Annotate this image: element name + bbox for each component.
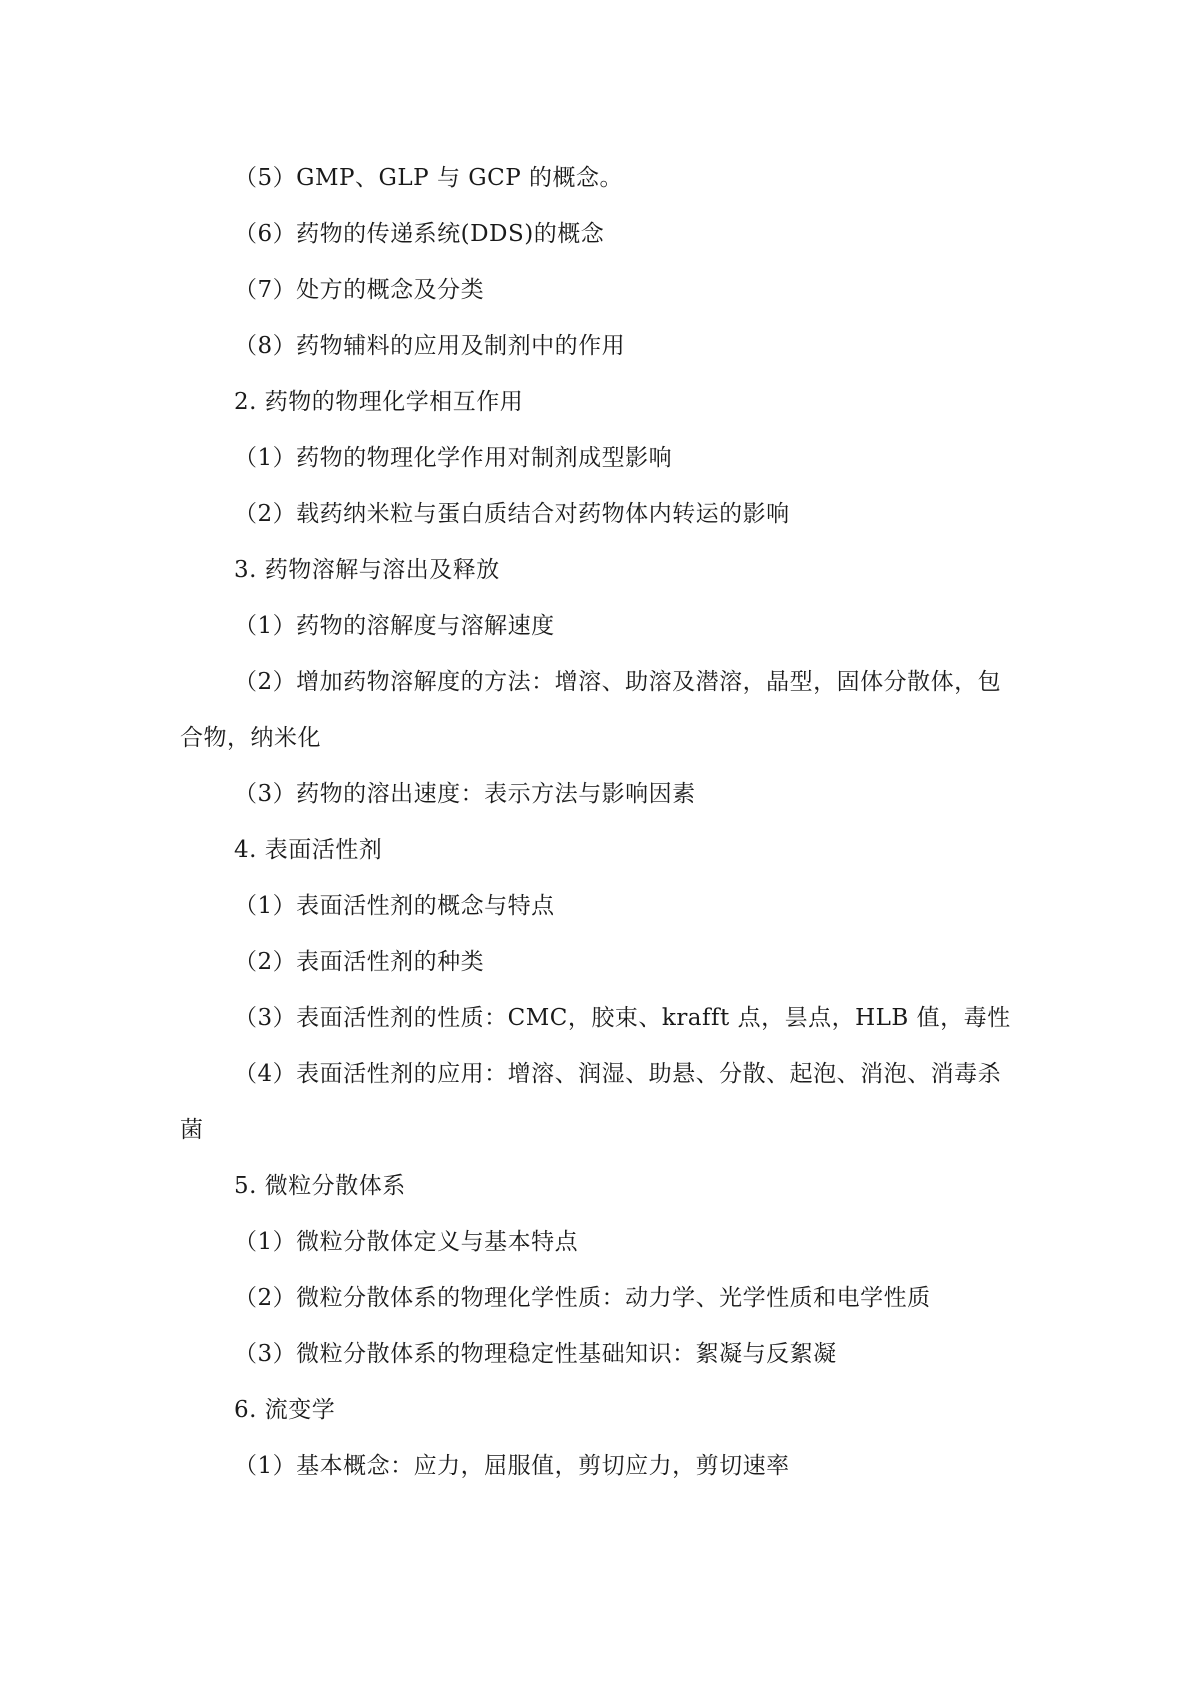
- section-heading: 6. 流变学: [234, 1397, 336, 1423]
- list-item: （2）表面活性剂的种类: [234, 949, 485, 975]
- list-item: （3）微粒分散体系的物理稳定性基础知识：絮凝与反絮凝: [234, 1341, 837, 1367]
- section-heading: 5. 微粒分散体系: [234, 1173, 406, 1199]
- document-body: [180, 158, 1020, 1502]
- list-item: （3）药物的溶出速度：表示方法与影响因素: [234, 781, 696, 807]
- list-item: （1）微粒分散体定义与基本特点: [234, 1229, 579, 1255]
- list-item: （2）微粒分散体系的物理化学性质：动力学、光学性质和电学性质: [234, 1285, 931, 1311]
- section-heading: 2. 药物的物理化学相互作用: [234, 389, 524, 415]
- list-item: （7）处方的概念及分类: [234, 277, 485, 303]
- list-item: （8）药物辅料的应用及制剂中的作用: [234, 333, 626, 359]
- section-heading: 4. 表面活性剂: [234, 837, 383, 863]
- list-item: （1）基本概念：应力，屈服值，剪切应力，剪切速率: [234, 1453, 790, 1479]
- list-item: （2）增加药物溶解度的方法：增溶、助溶及潜溶，晶型，固体分散体，包合物，纳米化: [180, 669, 1002, 751]
- section-heading: 3. 药物溶解与溶出及释放: [234, 557, 500, 583]
- list-item: （1）药物的溶解度与溶解速度: [234, 613, 555, 639]
- list-item: （3）表面活性剂的性质：CMC，胶束、krafft 点，昙点，HLB 值，毒性: [234, 1005, 1011, 1031]
- list-item: （6）药物的传递系统(DDS)的概念: [234, 221, 605, 247]
- list-item: （4）表面活性剂的应用：增溶、润湿、助悬、分散、起泡、消泡、消毒杀菌: [180, 1061, 1002, 1143]
- list-item: （5）GMP、GLP 与 GCP 的概念。: [234, 165, 624, 191]
- list-item: （1）药物的物理化学作用对制剂成型影响: [234, 445, 673, 471]
- list-item: （2）载药纳米粒与蛋白质结合对药物体内转运的影响: [234, 501, 790, 527]
- list-item: （1）表面活性剂的概念与特点: [234, 893, 555, 919]
